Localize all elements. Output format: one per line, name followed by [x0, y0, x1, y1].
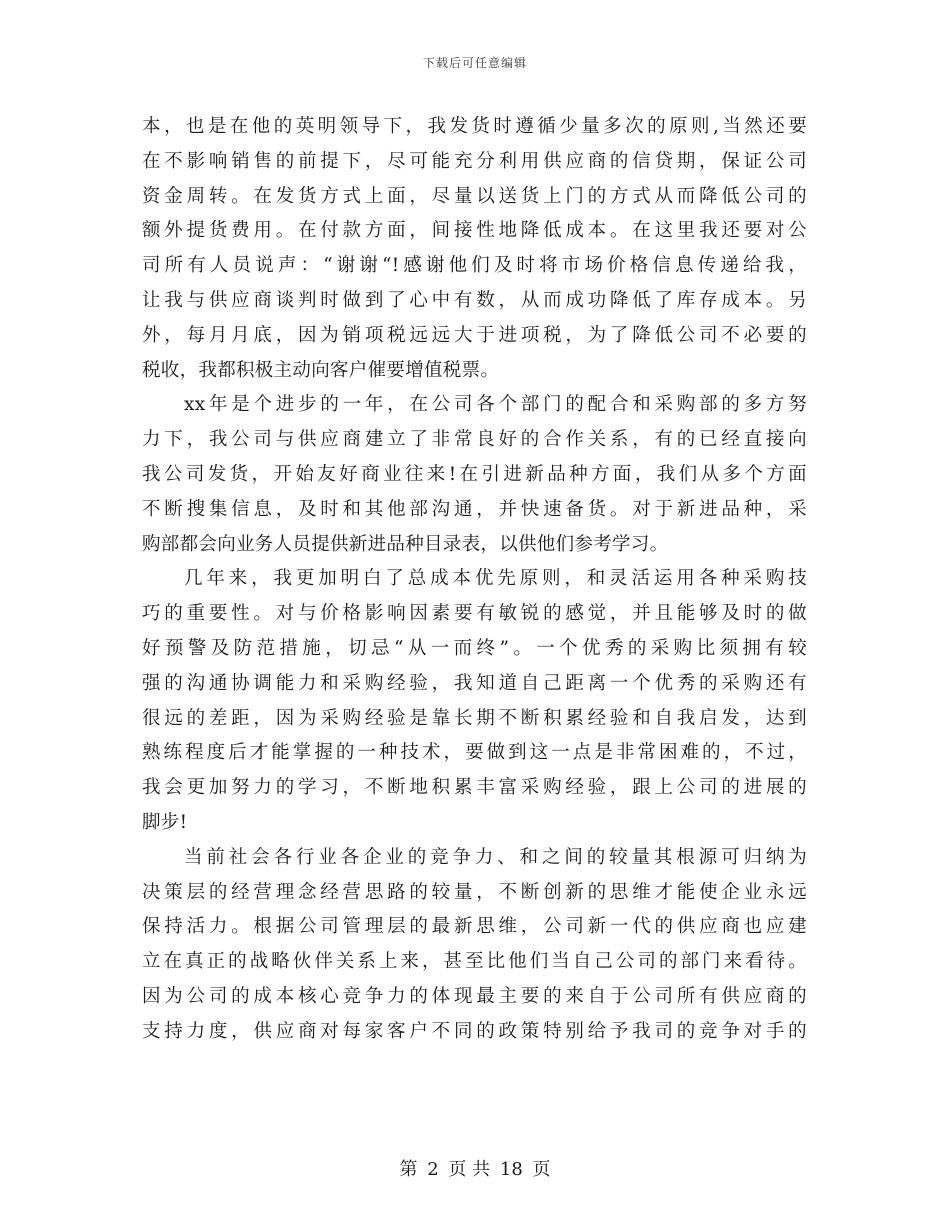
paragraph-line: 不断搜集信息，及时和其他部沟通，并快速备货。对于新进品种，采: [142, 498, 807, 520]
paragraph-line: 几年来，我更加明白了总成本优先原则，和灵活运用各种采购技: [184, 568, 807, 590]
footer-suffix: 页: [532, 1159, 551, 1180]
footer-total-pages: 18: [499, 1159, 523, 1180]
paragraph: [142, 110, 807, 388]
footer-prefix: 第: [399, 1159, 418, 1180]
paragraph-line: 强的沟通协调能力和采购经验，我知道自己距离一个优秀的采购还有: [142, 672, 807, 694]
paragraph-line: 在不影响销售的前提下，尽可能充分利用供应商的信贷期，保证公司: [142, 150, 807, 172]
paragraph-line: 我公司发货，开始友好商业往来!在引进新品种方面，我们从多个方面: [142, 463, 807, 485]
paragraph-line: 当前社会各行业各企业的竞争力、和之间的较量其根源可归纳为: [184, 846, 807, 868]
paragraph: [142, 841, 807, 1050]
paragraph-line: 让我与供应商谈判时做到了心中有数，从而成功降低了库存成本。另: [142, 289, 807, 311]
paragraph-line: 熟练程度后才能掌握的一种技术，要做到这一点是非常困难的，不过，: [142, 742, 807, 764]
paragraph-line: 很远的差距，因为采购经验是靠长期不断积累经验和自我启发，达到: [142, 707, 807, 729]
paragraph-line: 巧的重要性。对与价格影响因素要有敏锐的感觉，并且能够及时的做: [142, 603, 807, 625]
paragraph-line: 脚步!: [142, 811, 188, 833]
paragraph-line: 税收，我都积极主动向客户催要增值税票。: [142, 359, 500, 381]
paragraph-line: 我会更加努力的学习，不断地积累丰富采购经验，跟上公司的进展的: [142, 777, 807, 799]
paragraph-line: 资金周转。在发货方式上面，尽量以送货上门的方式从而降低公司的: [142, 185, 807, 207]
paragraph-line: 购部都会向业务人员提供新进品种目录表，以供他们参考学习。: [142, 533, 669, 555]
paragraph-line: 因为公司的成本核心竞争力的体现最主要的来自于公司所有供应商的: [142, 985, 807, 1007]
paragraph-line: 立在真正的战略伙伴关系上来，甚至比他们当自己公司的部门来看待。: [142, 951, 807, 973]
paragraph-line: 司所有人员说声：“谢谢“!感谢他们及时将市场价格信息传递给我，: [142, 255, 807, 277]
footer-page-number: 2: [427, 1159, 439, 1180]
paragraph-line: 额外提货费用。在付款方面，间接性地降低成本。在这里我还要对公: [142, 220, 807, 242]
paragraph: [142, 388, 807, 562]
paragraph-line: 支持力度，供应商对每家客户不同的政策特别给予我司的竞争对手的: [142, 1020, 807, 1042]
page-footer: [0, 1155, 950, 1181]
paragraph-line: 力下，我公司与供应商建立了非常良好的合作关系，有的已经直接向: [142, 429, 807, 451]
paragraph-line: 保持活力。根据公司管理层的最新思维，公司新一代的供应商也应建: [142, 916, 807, 938]
page-header-note: 下载后可任意编辑: [422, 56, 527, 70]
paragraph-line: 决策层的经营理念经营思路的较量，不断创新的思维才能使企业永远: [142, 881, 807, 903]
document-body: [142, 110, 807, 1050]
paragraph-line: 外，每月月底，因为销项税远远大于进项税，为了降低公司不必要的: [142, 324, 807, 346]
paragraph: [142, 562, 807, 840]
footer-middle: 页 共: [448, 1159, 491, 1180]
paragraph-line: xx年是个进步的一年，在公司各个部门的配合和采购部的多方努: [184, 394, 807, 416]
paragraph-line: 好预警及防范措施，切忌“从一而终”。一个优秀的采购比须拥有较: [142, 637, 807, 659]
paragraph-line: 本，也是在他的英明领导下，我发货时遵循少量多次的原则,当然还要: [142, 116, 807, 137]
